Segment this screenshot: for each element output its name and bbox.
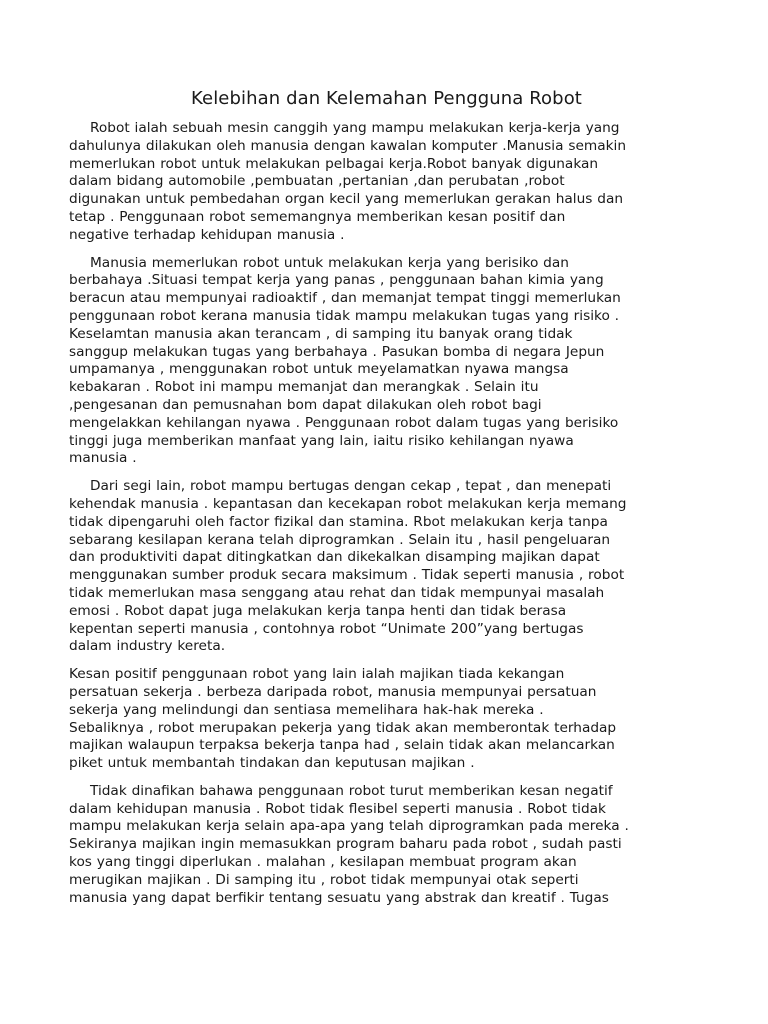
paragraph-5: Tidak dinafikan bahawa penggunaan robot turut memberikan kesan negatif dalam kehidupan manusia . Robot tidak flesibel seperti manusia . Robot tidak mampu melakukan kerja selain apa-apa yang telah diprogramkan pada mereka . Sekiranya majikan ingin memasukkan program baharu pada robot , sudah pasti kos yang tinggi diperlukan . malahan , kesilapan membuat program akan merugikan majikan . Di samping itu , robot tidak mempunyai otak seperti manusia yang dapat berfikir tentang sesuatu yang abstrak dan kreatif . Tugas bbox=[69, 782, 629, 906]
paragraph-2: Manusia memerlukan robot untuk melakukan kerja yang berisiko dan berbahaya .Situasi tempat kerja yang panas , penggunaan bahan kimia yang beracun atau mempunyai radioaktif , dan memanjat tempat tinggi memerlukan penggunaan robot kerana manusia tidak mampu melakukan tugas yang risiko . Keselamtan manusia akan terancam , di samping itu banyak orang tidak sanggup melakukan tugas yang berbahaya . Pasukan bomba di negara Jepun umpamanya , menggunakan robot untuk meyelamatkan nyawa mangsa kebakaran . Robot ini mampu memanjat dan merangkak . Selain itu ,pengesanan dan pemusnahan bom dapat dilakukan oleh robot bagi mengelakkan kehilangan nyawa . Penggunaan robot dalam tugas yang berisiko tinggi juga memberikan manfaat yang lain, iaitu risiko kehilangan nyawa manusia . bbox=[69, 254, 621, 467]
paragraph-3: Dari segi lain, robot mampu bertugas dengan cekap , tepat , dan menepati kehendak manusia . kepantasan dan kecekapan robot melakukan kerja memang tidak dipengaruhi oleh factor fizikal dan stamina. Rbot melakukan kerja tanpa sebarang kesilapan kerana telah diprogramkan . Selain itu , hasil pengeluaran dan produktiviti dapat ditingkatkan dan dikekalkan disamping majikan dapat menggunakan sumber produk secara maksimum . Tidak seperti manusia , robot tidak memerlukan masa senggang atau rehat dan tidak mempunyai masalah emosi . Robot dapat juga melakukan kerja tanpa henti dan tidak berasa kepentan seperti manusia , contohnya robot “Unimate 200”yang bertugas dalam industry kereta. bbox=[69, 478, 627, 655]
paragraph-4: Kesan positif penggunaan robot yang lain ialah majikan tiada kekangan persatuan sekerja . berbeza daripada robot, manusia mempunyai persatuan sekerja yang melindungi dan sentiasa memelihara hak-hak mereka . Sebaliknya , robot merupakan pekerja yang tidak akan memberontak terhadap majikan walaupun terpaksa bekerja tanpa had , selain tidak akan melancarkan piket untuk membantah tindakan dan keputusan majikan . bbox=[69, 666, 617, 772]
paragraph-1: Robot ialah sebuah mesin canggih yang mampu melakukan kerja-kerja yang dahulunya dilakukan oleh manusia dengan kawalan komputer .Manusia semakin memerlukan robot untuk melakukan pelbagai kerja.Robot banyak digunakan dalam bidang automobile ,pembuatan ,pertanian ,dan perubatan ,robot digunakan untuk pembedahan organ kecil yang memerlukan gerakan halus dan tetap . Penggunaan robot sememangnya memberikan kesan positif dan negative terhadap kehidupan manusia . bbox=[69, 120, 627, 243]
document-title: Kelebihan dan Kelemahan Pengguna Robot bbox=[191, 88, 582, 109]
